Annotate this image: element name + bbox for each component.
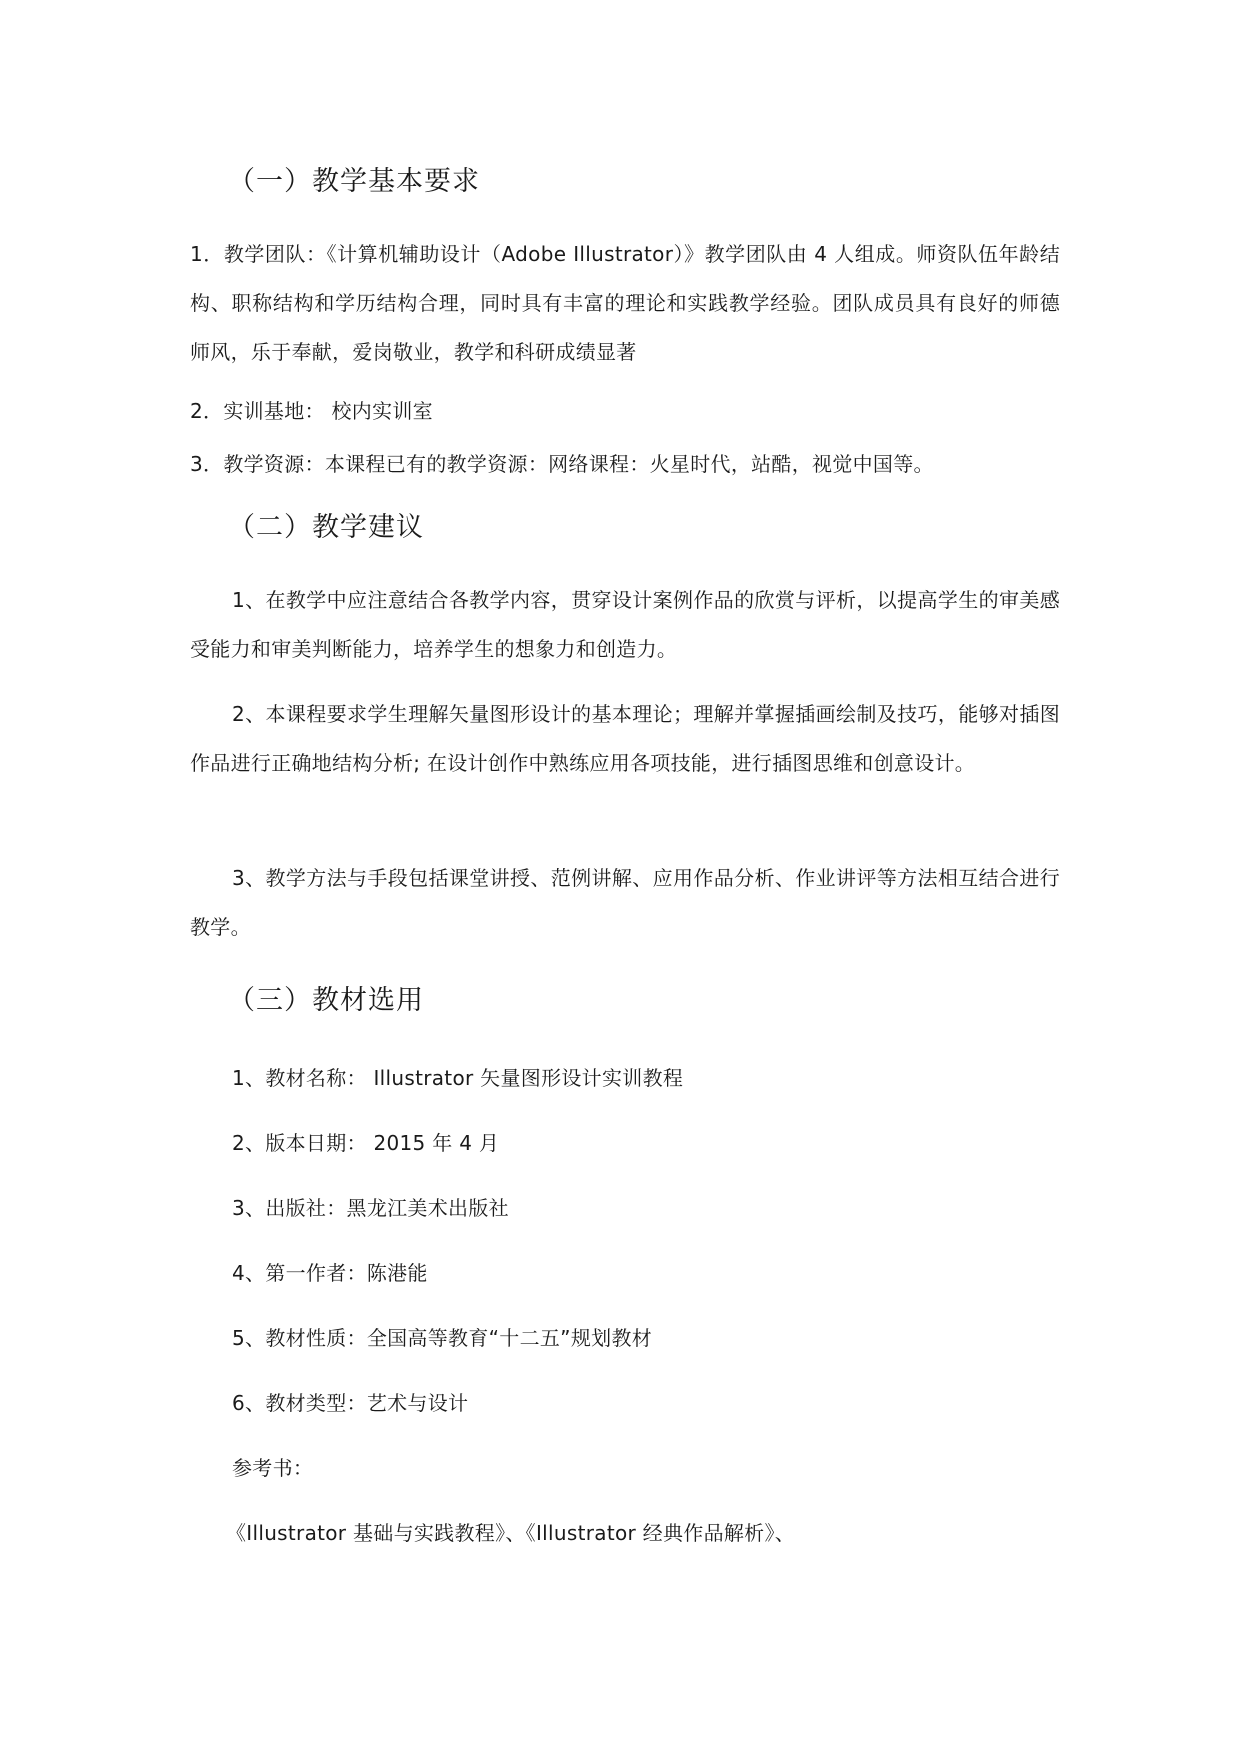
section-2-item-3: 3、教学方法与手段包括课堂讲授、范例讲解、应用作品分析、作业讲评等方法相互结合进行教学。 <box>190 866 1060 939</box>
section-3-item-1: 1、教材名称： Illustrator 矢量图形设计实训教程 <box>232 1066 684 1090</box>
section-3-item-2: 2、版本日期： 2015 年 4 月 <box>232 1131 500 1155</box>
section-1-item-3: 3．教学资源：本课程已有的教学资源：网络课程：火星时代，站酷，视觉中国等。 <box>190 452 934 476</box>
reference-label: 参考书： <box>232 1456 314 1480</box>
section-2-item-2: 2、本课程要求学生理解矢量图形设计的基本理论；理解并掌握插画绘制及技巧，能够对插图作品进行正确地结构分析; 在设计创作中熟练应用各项技能，进行插图思维和创意设计。 <box>190 702 1060 775</box>
section-3-title: （三）教材选用 <box>228 985 424 1016</box>
section-3-item-5: 5、教材性质：全国高等教育“十二五”规划教材 <box>232 1326 653 1350</box>
section-3-item-6: 6、教材类型：艺术与设计 <box>232 1391 469 1415</box>
section-3-item-4: 4、第一作者：陈港能 <box>232 1261 428 1285</box>
section-1-item-1: 1．教学团队：《计算机辅助设计（Adobe Illustrator）》教学团队由 4 人组成。师资队伍年龄结构、职称结构和学历结构合理，同时具有丰富的理论和实践教学经验。团队成员具有良好的师德师风，乐于奉献，爱岗敬业，教学和科研成绩显著 <box>190 242 1060 364</box>
section-2-item-1: 1、在教学中应注意结合各教学内容，贯穿设计案例作品的欣赏与评析，以提高学生的审美感受能力和审美判断能力，培养学生的想象力和创造力。 <box>190 588 1060 661</box>
section-3-item-3: 3、出版社：黑龙江美术出版社 <box>232 1196 509 1220</box>
section-1-item-2: 2．实训基地： 校内实训室 <box>190 399 433 423</box>
reference-books: 《Illustrator 基础与实践教程》、《Illustrator 经典作品解析》、 <box>226 1521 796 1545</box>
section-1-title: （一）教学基本要求 <box>228 166 480 197</box>
section-2-title: （二）教学建议 <box>228 512 424 543</box>
